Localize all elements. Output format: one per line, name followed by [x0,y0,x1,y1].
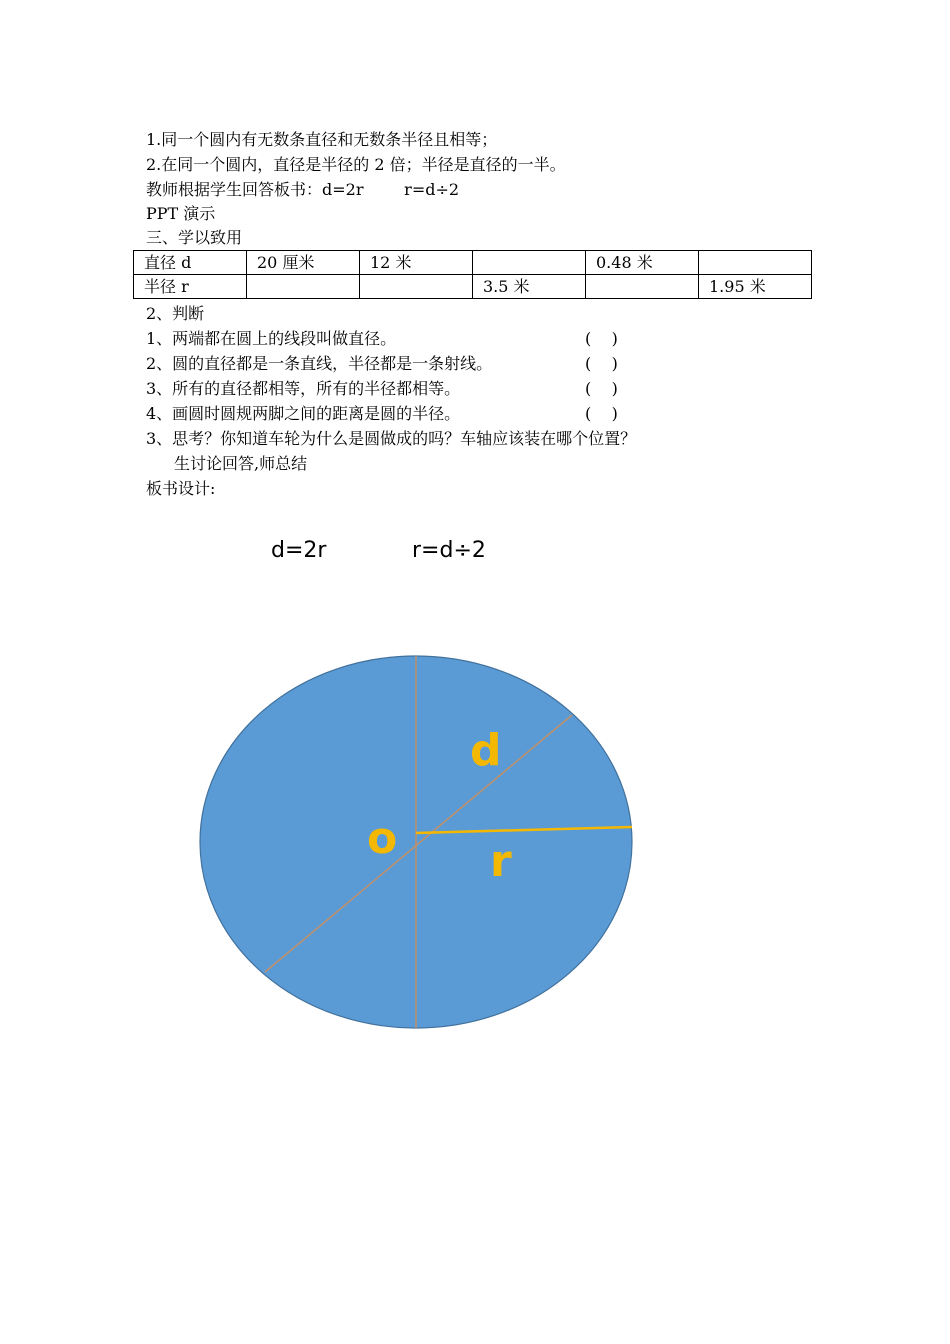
label-r: r [490,836,512,887]
judge-item: 2、圆的直径都是一条直线，半径都是一条射线。 [146,354,493,373]
section-heading: 三、学以致用 [146,228,243,247]
label-o: o [367,813,398,864]
judge-item: 4、画圆时圆规两脚之间的距离是圆的半径。 [146,404,461,423]
answer-blank: ( ) [585,404,618,423]
think-question: 3、思考？你知道车轮为什么是圆做成的吗？车轴应该装在哪个位置？ [146,429,637,448]
judge-item: 1、两端都在圆上的线段叫做直径。 [146,329,397,348]
answer-blank: ( ) [585,379,618,398]
table-cell: 12 米 [360,251,473,275]
table-cell: 直径 d [134,251,247,275]
answer-blank: ( ) [585,354,618,373]
judge-item: 3、所有的直径都相等，所有的半径都相等。 [146,379,461,398]
text-line-3: 教师根据学生回答板书：d=2r r=d÷2 [146,180,460,199]
table-cell: 3.5 米 [473,275,586,299]
text-line-2: 2.在同一个圆内，直径是半径的 2 倍；半径是直径的一半。 [146,155,566,174]
text-line-4: PPT 演示 [146,204,216,223]
answer-blank: ( ) [585,329,618,348]
table-cell: 20 厘米 [247,251,360,275]
formula-radius: r=d÷2 [412,538,486,563]
text-line-1: 1.同一个圆内有无数条直径和无数条半径且相等； [146,130,498,149]
judge-title: 2、判断 [146,304,205,323]
board-title: 板书设计: [146,479,216,498]
table-cell: 0.48 米 [586,251,699,275]
label-d: d [470,725,502,776]
formula-diameter: d=2r [271,538,327,563]
table-cell: 1.95 米 [699,275,812,299]
table-cell: 半径 r [134,275,247,299]
think-answer: 生讨论回答,师总结 [174,454,308,473]
